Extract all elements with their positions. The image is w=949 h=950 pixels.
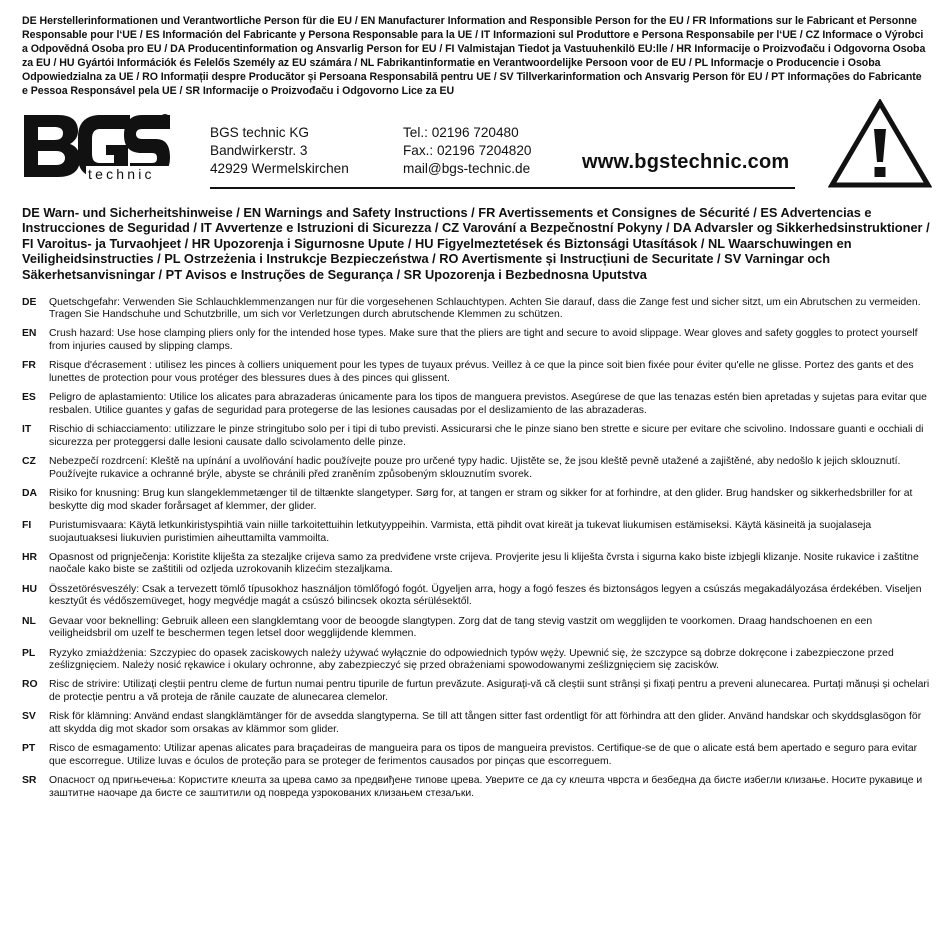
company-website-link[interactable]: www.bgstechnic.com: [582, 150, 790, 173]
company-tel: Tel.: 02196 720480: [403, 124, 519, 140]
list-item: [22, 424, 930, 449]
language-code: DA: [22, 487, 38, 499]
company-name: BGS technic KG: [210, 124, 309, 140]
instruction-text: Risco de esmagamento: Utilizar apenas alicates para braçadeiras de mangueira para os tipos de mangueira previstos. Certifique-se de que o alicate está bem apertado e seguro para evitar que escorregue. Utilize luvas e óculos de proteção para se proteger de ferimentos causados por pinças que escorreguem.: [49, 743, 918, 767]
list-item: [22, 328, 930, 353]
instruction-text: Risk för klämning: Använd endast slangklämtänger för de avsedda slangtyperna. Se till att tången sitter fast ordentligt för att förhindra att den glider. Använd handskar och skyddsglasögon för att skydda dig mot skador som orsakas av klämmor som glider.: [49, 711, 922, 736]
instruction-text: Rischio di schiacciamento: utilizzare le pinze stringitubo solo per i tipi di tubo previsti. Assicurarsi che le pinze siano ben strette e sicure per evitare che scivolino. Indossare guanti e occhiali di sicurezza per proteggersi dalle lesioni causate dallo scivolamento delle pinze.: [49, 424, 924, 448]
list-item: [22, 648, 930, 673]
header-divider: [210, 187, 795, 189]
instruction-text: Risque d'écrasement : utilisez les pinces à colliers uniquement pour les types de tuyaux prévus. Veillez à ce que la pince soit bien fixée pour éviter qu'elle ne glisse. Portez des gants et des lunettes de protection pour vous protéger des blessures dues à des pinces qui glissent.: [49, 360, 914, 385]
language-code: RO: [22, 679, 38, 691]
instruction-text: Összetörésveszély: Csak a tervezett tömlő típusokhoz használjon tömlőfogó fogót. Ügyeljen arra, hogy a fogó feszes és biztonságos legyen a csúszás megakadályozása érdekében. Viseljen kesztyűt és védőszemüveget, hogy megvédje magát a csúszó bilincsek okozta sérülésektől.: [49, 583, 922, 608]
list-item: [22, 552, 930, 577]
instruction-text: Puristumisvaara: Käytä letkunkiristyspihtiä vain niille tarkoitettuihin letkutyyppeihin. Varmista, että pihdit ovat kireät ja tukevat liukumisen estämiseksi. Käytä käsineitä ja suojalaseja suojautuaksesi liukuvien puristimien aiheuttamilta vammoilta.: [49, 519, 872, 544]
safety-instructions-list: [22, 297, 930, 801]
company-fax: Fax.: 02196 7204820: [403, 142, 532, 158]
language-code: ES: [22, 392, 36, 404]
list-item: [22, 488, 930, 513]
list-item: [22, 392, 930, 417]
instruction-text: Ryzyko zmiażdżenia: Szczypiec do opasek zaciskowych należy używać wyłącznie do odpowiednich typów węży. Upewnić się, że szczypce są dobrze dokręcone i zabezpieczone przed ześlizgnięciem. Należy nosić rękawice i okulary ochronne, aby zabezpieczyć się przed obrażeniami spowodowanymi ześlizgnięciem się zacisków.: [49, 647, 894, 672]
list-item: [22, 584, 930, 609]
language-code: PL: [22, 647, 36, 659]
instruction-text: Opasnost od prignječenja: Koristite kliješta za stezaljke crijeva samo za predviđene vrste crijeva. Provjerite jesu li kliješta čvrsta i sigurna kako biste izbjegli klizanje. Nosite rukavice i zaštitne naočale kako biste se zaštitili od ozljeda uzrokovanih klizećim stezaljkama.: [49, 551, 919, 576]
language-code: CZ: [22, 456, 36, 468]
language-code: SV: [22, 711, 36, 723]
list-item: [22, 679, 930, 704]
company-city: 42929 Wermelskirchen: [210, 160, 349, 176]
language-code: HR: [22, 551, 38, 563]
company-address: [210, 124, 349, 178]
instruction-text: Risc de strivire: Utilizați cleștii pentru cleme de furtun numai pentru tipurile de furtun prevăzute. Asigurați-vă că cleștii sunt strânși și fixați pentru a preveni alunecarea. Purtați mănuși și ochelari de protecție pentru a vă proteja de rănile cauzate de alunecarea clemelor.: [49, 679, 930, 704]
list-item: [22, 456, 930, 481]
company-header: [22, 107, 930, 193]
safety-instructions-heading: DE Warn- und Sicherheitshinweise / EN Warnings and Safety Instructions / FR Avertissements et Consignes de Sécurité / ES Advertencias e Instrucciones de Seguridad / IT Avvertenze e Istruzioni di Sicurezza / CZ Varování a Bezpečnostní Pokyny / DA Advarsler og Sikkerhedsinstruktioner / FI Varoitus- ja Turvaohjeet / HR Upozorenja i Sigurnosne Upute / HU Figyelmeztetések és Biztonsági Utasítások / NL Waarschuwingen en Veiligheidsinstructies / PL Ostrzeżenia i Instrukcje Bezpieczeństwa / RO Avertismente și Instrucțiuni de Securitate / SV Varningar och Säkerhetsanvisningar / PT Avisos e Instruções de Segurança / SR Upozorenja i Bezbednosna Uputstva: [22, 204, 930, 282]
instruction-text: Quetschgefahr: Verwenden Sie Schlauchklemmenzangen nur für die vorgesehenen Schlauchtypen. Achten Sie darauf, dass die Zange fest und sicher sitzt, um ein Abrutschen zu vermeiden. Tragen Sie Handschuhe und Schutzbrille, um sich vor Verletzungen durch abrutschende Klemmen zu schützen.: [49, 296, 921, 321]
language-code: IT: [22, 424, 32, 436]
warning-triangle-icon: [828, 99, 932, 189]
svg-text:technic: technic: [88, 165, 155, 182]
company-contact: [403, 124, 532, 178]
bgs-logo: [22, 113, 174, 183]
language-code: PT: [22, 743, 36, 755]
manufacturer-info-heading: DE Herstellerinformationen und Verantwortliche Person für die EU / EN Manufacturer Information and Responsible Person for the EU / FR Informations sur le Fabricant et Personne Responsable pour l‘UE / ES Información del Fabricante y Persona Responsable para la UE / IT Informazioni sul Produttore e Persona Responsabile per l‘UE / CZ Informace o Výrobci a Odpovědná Osoba pro EU / DA Producentinformation og Ansvarlig Person for EU / FI Valmistajan Tiedot ja Vastuuhenkilö EU:lle / HR Informacije o Proizvođaču i Odgovorna Osoba za EU / HU Gyártói Információk és Felelős Személy az EU számára / NL Fabrikantinformatie en Verantwoordelijke Persoon voor de EU / PL Informacje o Producencie i Osoba Odpowiedzialna za UE / RO Informații despre Producător și Persoana Responsabilă pentru UE / SV Tillverkarinformation och Ansvarig Person för EU / PT Informações do Fabricante e Pessoa Responsável pela UE / SR Informacije o Proizvođaču i Odgovorno Lice za EU: [22, 15, 926, 98]
list-item: [22, 520, 930, 545]
list-item: [22, 297, 930, 322]
instruction-text: Опасност од пригњечења: Користите клешта за црева само за предвиђене типове црева. Уверите се да су клешта чврста и безбедна да бисте избегли клизање. Носите рукавице и заштитне наочаре да бисте се заштитили од повреда узрокованих клизањем стезаљки.: [49, 775, 923, 799]
language-code: FI: [22, 519, 32, 531]
language-code: SR: [22, 775, 37, 787]
language-code: NL: [22, 615, 36, 627]
company-street: Bandwirkerstr. 3: [210, 142, 308, 158]
instruction-text: Gevaar voor beknelling: Gebruik alleen een slangklemtang voor de beoogde slangtypen. Zorg dat de tang stevig vastzit om wegglijden te voorkomen. Draag handschoenen en een veiligheidsbril om uzelf te beschermen tegen letsel door wegglijdende klemmen.: [49, 615, 873, 640]
instruction-text: Peligro de aplastamiento: Utilice los alicates para abrazaderas únicamente para los tipos de manguera previstos. Asegúrese de que las tenazas estén bien apretadas y sujetas para evitar que resbalen. Utilice guantes y gafas de seguridad para protegerse de las lesiones causadas por el deslizamiento de las abrazaderas.: [49, 392, 927, 416]
language-code: HU: [22, 583, 38, 595]
instruction-text: Nebezpečí rozdrcení: Kleště na upínání a uvolňování hadic používejte pouze pro určené typy hadic. Ujistěte se, že jsou kleště pevně utažené a zajištěné, aby nedošlo k jejich sklouznutí. Používejte rukavice a ochranné brýle, abyste se chránili před zraněním způsobeným sklouznutím svorek.: [49, 456, 901, 480]
company-mail[interactable]: mail@bgs-technic.de: [403, 160, 531, 176]
list-item: [22, 743, 930, 768]
document-page: [22, 14, 930, 807]
instruction-text: Risiko for knusning: Brug kun slangeklemmetænger til de tiltænkte slangetyper. Sørg for, at tangen er stram og sikker for at forhindre, at den glider. Brug handsker og sikkerhedsbriller for at beskytte dig mod skader forårsaget af klemmer, der glider.: [49, 487, 913, 512]
svg-text:R: R: [162, 116, 168, 123]
list-item: [22, 360, 930, 385]
list-item: [22, 616, 930, 641]
language-code: FR: [22, 360, 36, 372]
list-item: [22, 711, 930, 736]
list-item: [22, 775, 930, 800]
language-code: DE: [22, 296, 37, 308]
language-code: EN: [22, 328, 37, 340]
instruction-text: Crush hazard: Use hose clamping pliers only for the intended hose types. Make sure that the pliers are tight and secure to avoid slippage. Wear gloves and safety goggles to protect yourself from injuries caused by slipping clamps.: [49, 328, 918, 353]
